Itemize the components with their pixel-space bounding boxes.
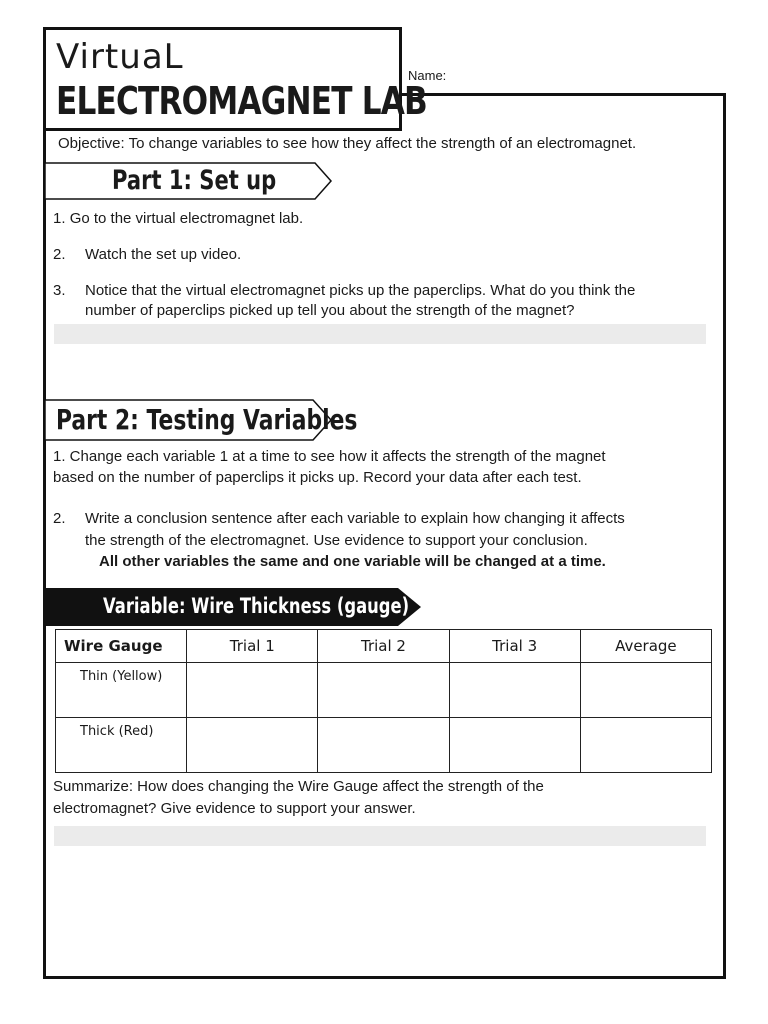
variable-banner: Variable: Wire Thickness (gauge)	[103, 594, 410, 618]
objective-text: Objective: To change variables to see how they affect the strength of an electromagnet.	[58, 135, 637, 152]
part2-step1-line2: based on the number of paperclips it picks up. Record your data after each test.	[53, 469, 582, 486]
table-row	[56, 663, 712, 718]
name-label: Name:	[408, 68, 447, 83]
part1-step3-num: 3.	[53, 282, 66, 299]
part1-step1	[53, 208, 303, 230]
part1-step2-text: Watch the set up video.	[85, 246, 242, 263]
row-label-thick: Thick (Red)	[56, 718, 187, 773]
part2-step2-num: 2.	[53, 510, 66, 527]
part1-answer-field[interactable]	[54, 324, 706, 344]
part1-step1-text: Go to the virtual electromagnet lab.	[69, 210, 304, 227]
summary-answer-field[interactable]	[54, 826, 706, 846]
cell-thick-trial-1[interactable]	[187, 718, 318, 773]
row-label-thin: Thin (Yellow)	[56, 663, 187, 718]
header-trial-2: Trial 2	[318, 630, 449, 663]
part1-heading: Part 1: Set up	[112, 165, 277, 196]
cell-thick-trial-3[interactable]	[449, 718, 580, 773]
cell-thick-trial-2[interactable]	[318, 718, 449, 773]
title-box	[43, 27, 427, 131]
cell-thin-trial-2[interactable]	[318, 663, 449, 718]
cell-thick-average[interactable]	[580, 718, 711, 773]
title-electromagnet-lab: ELECTROMAGNET LAB	[56, 79, 427, 123]
part2-step1-line1: 1. Change each variable 1 at a time to see how it affects the strength of the magnet	[53, 448, 606, 465]
wire-gauge-table	[55, 629, 712, 773]
table-header-row	[56, 630, 712, 663]
part1-step3-line1: Notice that the virtual electromagnet picks up the paperclips. What do you think the	[85, 282, 636, 299]
part2-step2-line1: Write a conclusion sentence after each variable to explain how changing it affects	[85, 510, 625, 527]
part2-heading: Part 2: Testing Variables	[56, 403, 358, 436]
header-trial-1: Trial 1	[187, 630, 318, 663]
cell-thin-trial-3[interactable]	[449, 663, 580, 718]
summary-line2: electromagnet? Give evidence to support your answer.	[53, 800, 416, 817]
part1-step1-num: 1.	[53, 210, 66, 227]
cell-thin-trial-1[interactable]	[187, 663, 318, 718]
part2-bold-note: All other variables the same and one variable will be changed at a time.	[99, 553, 606, 570]
cell-thin-average[interactable]	[580, 663, 711, 718]
header-average: Average	[580, 630, 711, 663]
header-wire-gauge: Wire Gauge	[56, 630, 187, 663]
header-trial-3: Trial 3	[449, 630, 580, 663]
part1-step2-num: 2.	[53, 246, 66, 263]
summary-line1: Summarize: How does changing the Wire Gauge affect the strength of the	[53, 778, 544, 795]
table-row	[56, 718, 712, 773]
title-virtual: VirtuaL	[56, 37, 184, 77]
part2-step2-line2: the strength of the electromagnet. Use evidence to support your conclusion.	[85, 532, 588, 549]
part1-step3-line2: number of paperclips picked up tell you about the strength of the magnet?	[85, 302, 575, 319]
